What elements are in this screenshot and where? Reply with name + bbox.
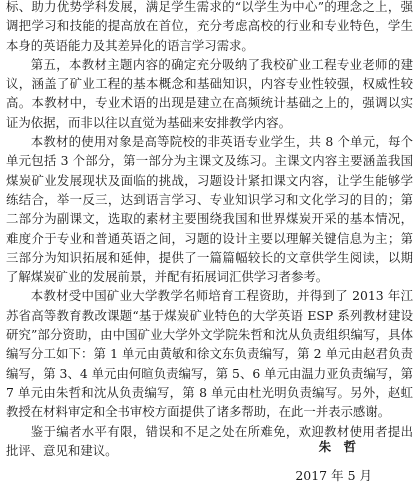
author-signature: 朱 哲	[318, 439, 360, 454]
paragraph-target-users: 本教材的使用对象是高等院校的非英语专业学生，共 8 个单元，每个单元包括 3 个部分，第一部分为主课文及练习。主课文内容主要涵盖我国煤炭矿业发展现状及面临的挑战，习题设计紧扣课文内容，让学生能够学练结合，举一反三，达到语言学习、专业知识学习和文化学习的目的；第二部分为副课文，选取的素材主要围绕我国和世界煤炭开采的基本情况，难度介于专业和普通英语之间，习题的设计主要以理解关键信息为主；第三部分为知识拓展和延伸，提供了一篇篇幅较长的文章供学生阅读，以期了解煤炭矿业的发展前景，并配有拓展词汇供学习者参考。	[6, 134, 413, 285]
paragraph-closing: 鉴于编者水平有限，错误和不足之处在所难免，欢迎教材使用者提出批评、意见和建议。	[6, 423, 413, 458]
preface-body	[6, 0, 413, 460]
paragraph-continued: 标、助力优势学科发展，满足学生需求的“以学生为中心”的理念之上，强调把学习和技能的提高放在首位，充分考虑高校的行业和专业特色，学生本身的英语能力及其差异化的语言学习需求。	[6, 0, 413, 53]
paragraph-fifth-point: 第五，本教材主题内容的确定充分吸纳了我校矿业工程专业老师的建议，涵盖了矿业工程的基本概念和基础知识，内容专业性较强，权威性较高。本教材中，专业术语的出现是建立在高频统计基础之上的，强调以实证为依据，而非以往以直觉为基础来安排教学内容。	[6, 56, 413, 130]
date-line: 2017 年 5 月	[295, 468, 372, 483]
paragraph-funding-authors: 本教材受中国矿业大学教学名师培育工程资助，并得到了 2013 年江苏省高等教育教改课题“基于煤炭矿业特色的大学英语 ESP 系列教材建设研究”部分资助，由中国矿业大学外文学院朱哲和沈从负责组织编写，具体编写分工如下：第 1 单元由黄敏和徐文东负责编写，第 2 单元由赵君负责编写，第 3、4 单元由何暄负责编写，第 5、6 单元由温力亚负责编写，第 7 单元由朱哲和沈从负责编写，第 8 单元由杜光明负责编写。另外，赵虹教授在材料审定和全书审校方面提供了诸多帮助，在此一并表示感谢。	[6, 288, 413, 420]
